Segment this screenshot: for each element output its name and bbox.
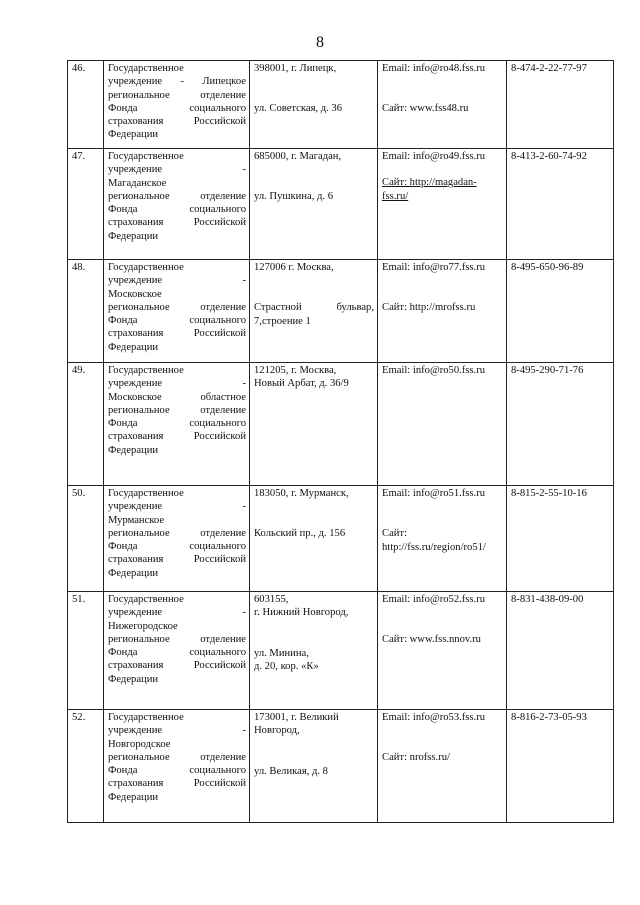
website-link[interactable]: Сайт: nrofss.ru/ [382,752,450,764]
organization-name-line: Федерации [108,444,159,456]
fss-offices-table [67,60,614,823]
organization-name-line: Фонда социального [108,647,246,659]
spacer [254,163,374,190]
address-line: г. Нижний Новгород, [254,607,349,619]
phone-number: 8-474-2-22-77-97 [507,61,614,149]
address-line: д. 20, кор. «К» [254,660,319,672]
organization-name-line: Государственное [108,63,184,74]
organization-name-line: страхования Российской [108,431,246,443]
organization-name-line: учреждение - [108,275,246,287]
organization-name-line: Государственное [108,488,184,499]
page-number: 8 [316,34,324,51]
organization-name-line: Фонда социального [108,418,246,430]
table-row [68,260,614,363]
spacer [382,606,503,633]
address [250,149,378,260]
organization-name [104,260,250,363]
contacts [378,149,507,260]
phone-number: 8-413-2-60-74-92 [507,149,614,260]
organization-name-line: учреждение - [108,607,246,619]
website-link[interactable]: Сайт: http://magadan- [382,177,477,189]
organization-name-line: страхования Российской [108,660,246,672]
organization-name-line: Государственное [108,365,184,376]
spacer [382,500,503,527]
organization-name-line: Фонда социального [108,765,246,777]
table-row [68,363,614,486]
organization-name-line: Федерации [108,230,159,242]
spacer [254,274,374,301]
organization-name-line: Государственное [108,151,184,162]
address [250,260,378,363]
table-row [68,149,614,260]
table-row [68,61,614,149]
organization-name-line: Федерации [108,129,159,141]
spacer [382,163,503,176]
organization-name-line: страхования Российской [108,778,246,790]
email-text[interactable]: Email: info@ro53.fss.ru [382,712,486,723]
organization-name-line: Фонда социального [108,541,246,553]
contacts [378,592,507,710]
address-line: 7,строение 1 [254,315,311,327]
organization-name-line: региональное отделение [108,527,246,539]
phone-number: 8-815-2-55-10-16 [507,486,614,592]
organization-name [104,710,250,823]
address [250,363,378,486]
website-link[interactable]: fss.ru/ [382,190,409,202]
organization-name-line: региональное отделение [108,301,246,313]
address-line: 127006 г. Москва, [254,262,334,273]
spacer [254,620,374,647]
organization-name-line: региональное отделение [108,751,246,763]
row-number: 49. [68,363,104,486]
spacer [382,274,503,301]
address-line: ул. Великая, д. 8 [254,765,328,777]
organization-name-line: Новгородское [108,738,171,750]
row-number: 46. [68,61,104,149]
contacts [378,486,507,592]
organization-name [104,363,250,486]
address-line: 183050, г. Мурманск, [254,488,349,499]
organization-name [104,149,250,260]
website-link[interactable]: Сайт: www.fss.nnov.ru [382,634,481,646]
address-line: Новый Арбат, д. 36/9 [254,378,349,390]
organization-name-line: Государственное [108,712,184,723]
organization-name-line: региональное отделение [108,190,246,202]
address [250,486,378,592]
email-text[interactable]: Email: info@ro48.fss.ru [382,63,486,74]
table-row [68,710,614,823]
email-text[interactable]: Email: info@ro52.fss.ru [382,594,486,605]
organization-name-line: Московское [108,288,162,300]
address-line: 685000, г. Магадан, [254,151,342,162]
organization-name [104,61,250,149]
address-line: Кольский пр., д. 156 [254,528,346,540]
organization-name-line: региональное отделение [108,89,246,101]
organization-name-line: страхования Российской [108,116,246,128]
address-line: ул. Советская, д. 36 [254,103,343,115]
address-line: 173001, г. Великий [254,712,339,723]
organization-name-line: Федерации [108,341,159,353]
address [250,592,378,710]
contacts [378,710,507,823]
website-link[interactable]: Сайт: [382,528,408,540]
organization-name-line: Федерации [108,673,159,685]
row-number: 51. [68,592,104,710]
organization-name-line: Федерации [108,791,159,803]
website-link[interactable]: Сайт: www.fss48.ru [382,103,469,115]
organization-name-line: Федерации [108,567,159,579]
email-text[interactable]: Email: info@ro49.fss.ru [382,151,486,162]
row-number: 52. [68,710,104,823]
address-line: 603155, [254,594,289,605]
address-line: Новгород, [254,725,300,737]
address-line: 121205, г. Москва, [254,365,337,376]
address-line: ул. Минина, [254,647,309,659]
row-number: 50. [68,486,104,592]
email-text[interactable]: Email: info@ro77.fss.ru [382,262,486,273]
organization-name-line: Магаданское [108,177,167,189]
phone-number: 8-495-290-71-76 [507,363,614,486]
organization-name-line: Фонда социального [108,102,246,114]
organization-name [104,592,250,710]
email-text[interactable]: Email: info@ro51.fss.ru [382,488,486,499]
address [250,61,378,149]
spacer [254,75,374,102]
address-line: ул. Пушкина, д. 6 [254,191,333,203]
spacer [382,724,503,751]
row-number: 48. [68,260,104,363]
website-link[interactable]: Сайт: http://mrofss.ru [382,302,476,314]
organization-name-line: Государственное [108,594,184,605]
organization-name-line: учреждение - [108,164,246,176]
organization-name-line: учреждение - [108,378,246,390]
organization-name-line: Московское областное [108,391,246,403]
address [250,710,378,823]
email-text[interactable]: Email: info@ro50.fss.ru [382,365,486,376]
organization-name-line: Нижегородское [108,620,178,632]
phone-number: 8-831-438-09-00 [507,592,614,710]
website-link[interactable]: http://fss.ru/region/ro51/ [382,541,486,553]
address-line: 398001, г. Липецк, [254,63,337,74]
organization-name-line: учреждение - [108,725,246,737]
table-row [68,486,614,592]
phone-number: 8-816-2-73-05-93 [507,710,614,823]
address-line: Страстной бульвар, [254,302,374,314]
contacts [378,260,507,363]
contacts [378,61,507,149]
organization-name-line: страхования Российской [108,217,246,229]
organization-name-line: региональное отделение [108,404,246,416]
spacer [254,500,374,527]
table-row [68,592,614,710]
contacts [378,363,507,486]
organization-name-line: Мурманское [108,514,165,526]
organization-name-line: учреждение - Липецкое [108,76,246,88]
organization-name-line: Государственное [108,262,184,273]
organization-name [104,486,250,592]
organization-name-line: страхования Российской [108,328,246,340]
phone-number: 8-495-650-96-89 [507,260,614,363]
organization-name-line: Фонда социального [108,204,246,216]
organization-name-line: региональное отделение [108,633,246,645]
spacer [254,738,374,765]
spacer [382,75,503,102]
row-number: 47. [68,149,104,260]
organization-name-line: Фонда социального [108,315,246,327]
organization-name-line: учреждение - [108,501,246,513]
organization-name-line: страхования Российской [108,554,246,566]
